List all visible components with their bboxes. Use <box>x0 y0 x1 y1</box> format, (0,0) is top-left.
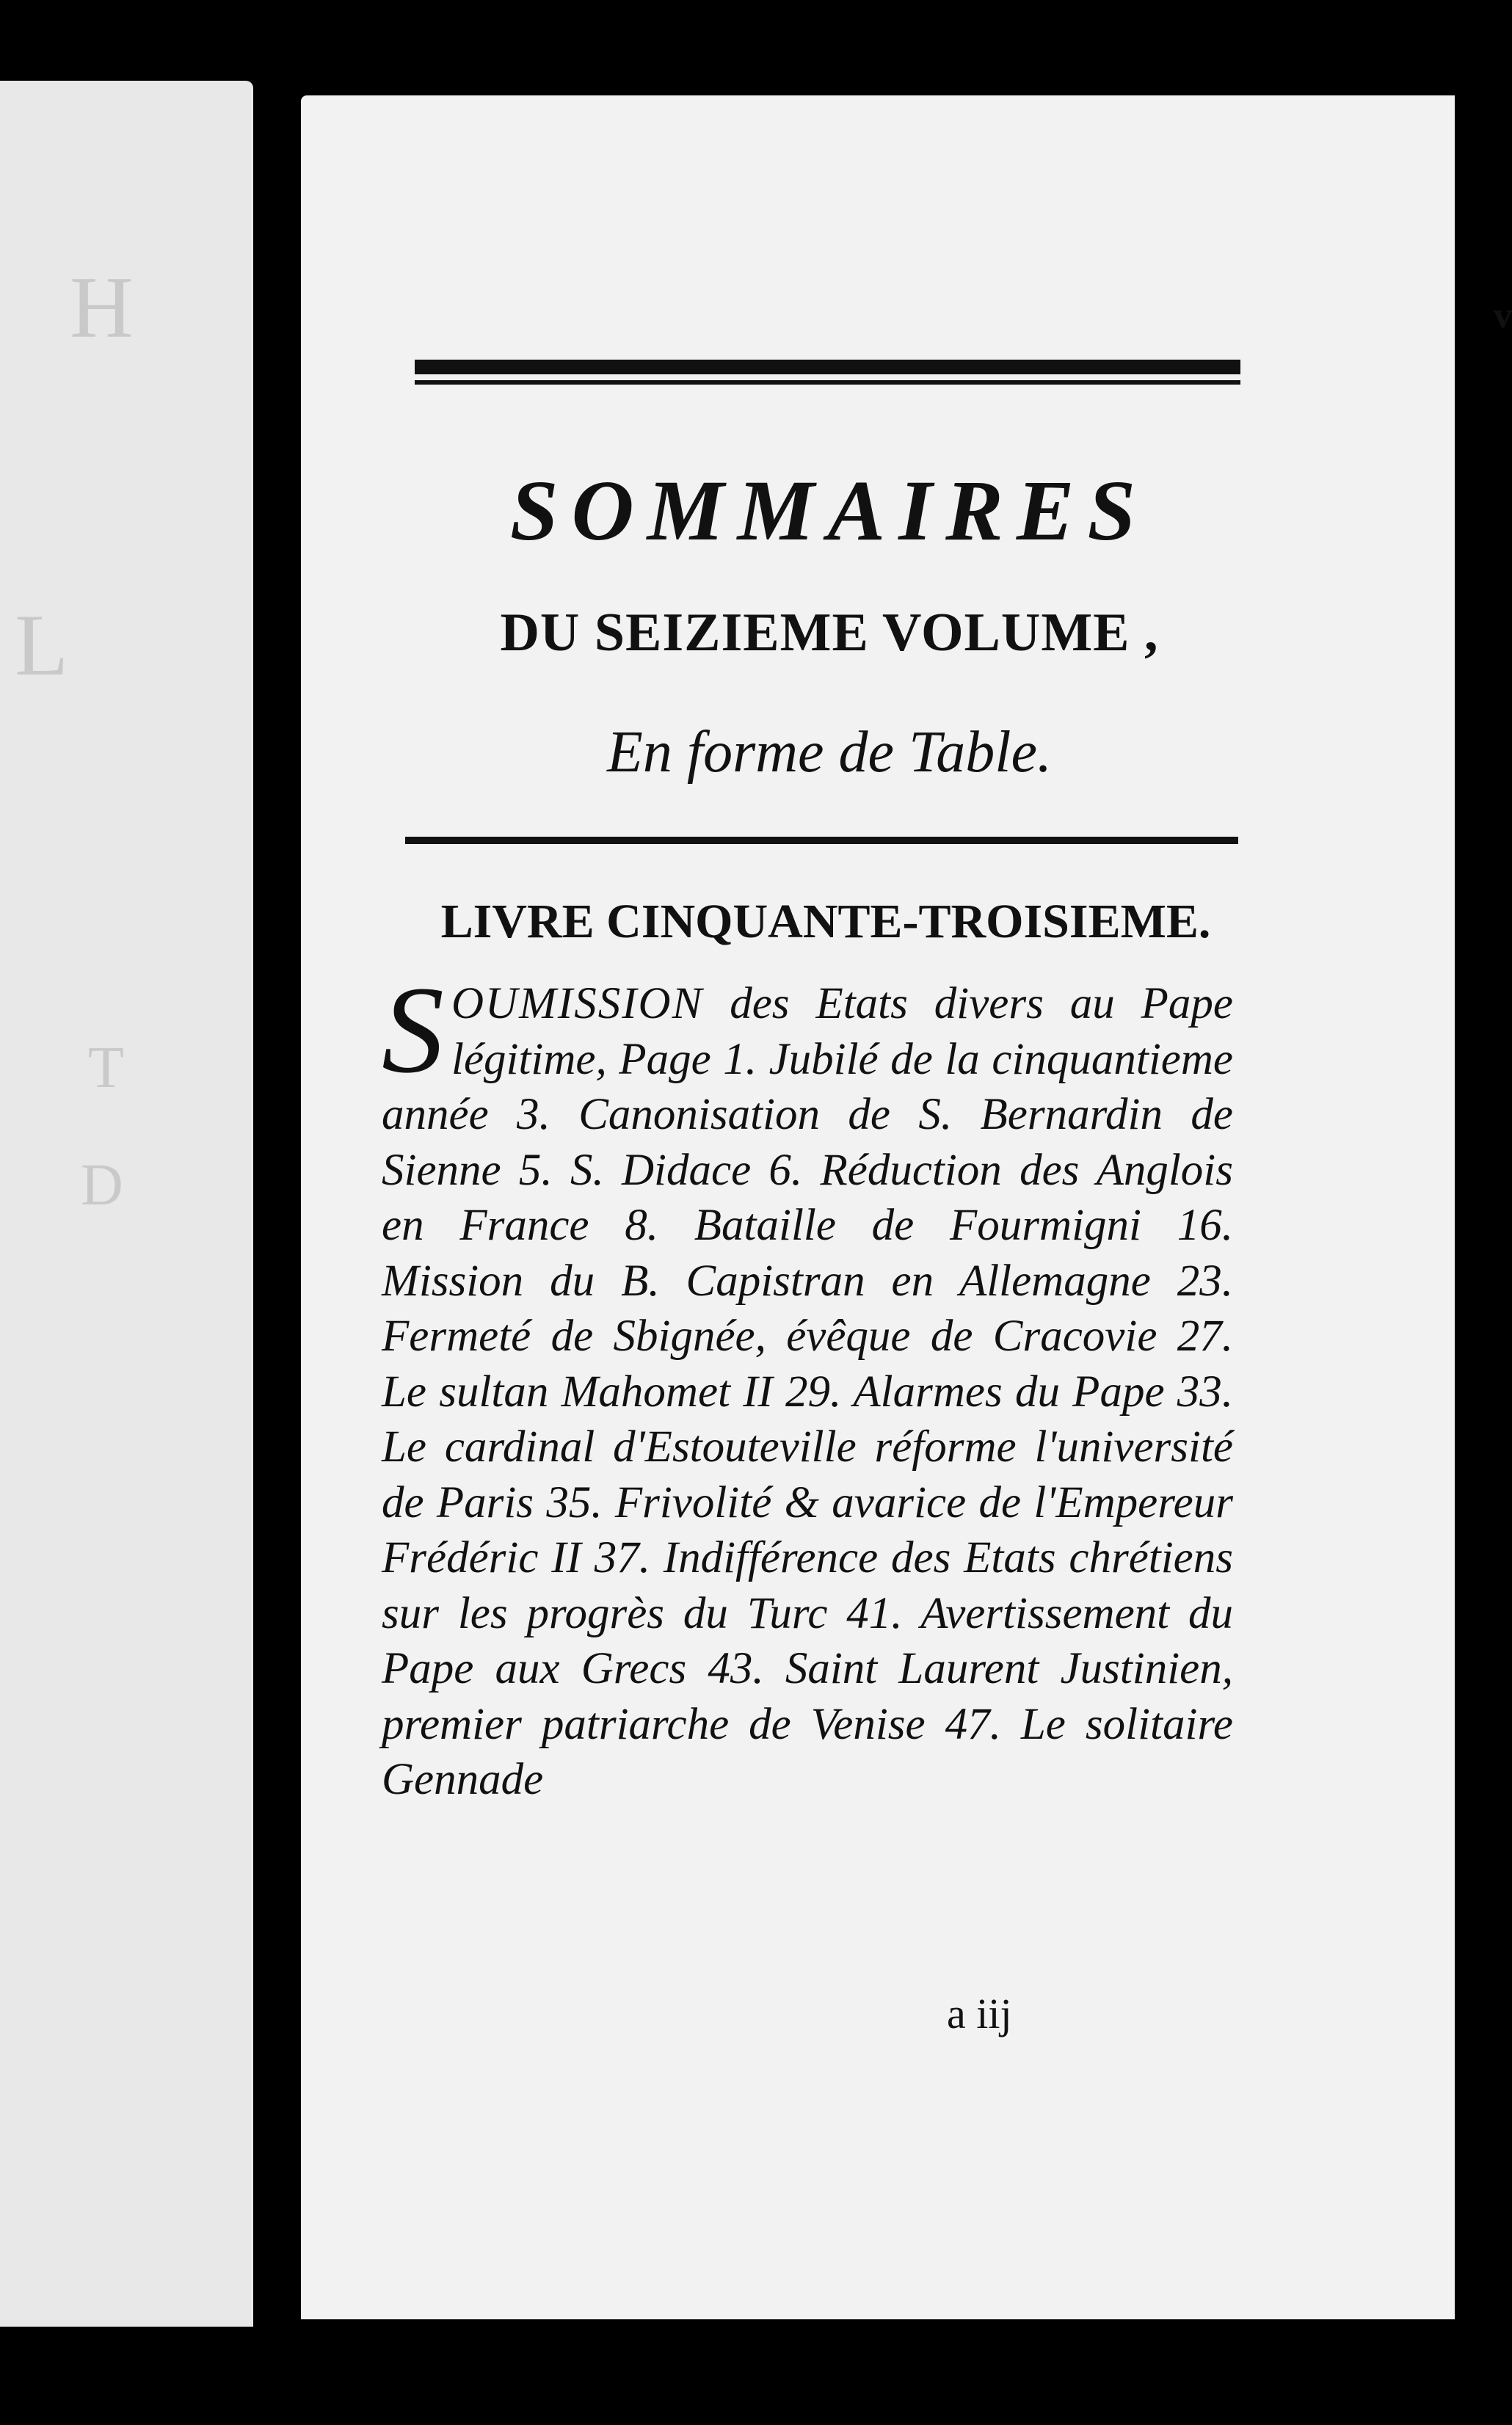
bleed-through-letter: L <box>15 596 69 694</box>
page-title: SOMMAIRES <box>509 462 1149 559</box>
book-page <box>301 95 1512 2319</box>
section-rule <box>405 837 1238 844</box>
bleed-through-letter: T <box>88 1036 124 1100</box>
book-heading: LIVRE CINQUANTE-TROISIEME. <box>440 895 1211 948</box>
drop-cap: S <box>382 961 444 1099</box>
signature-mark: a iij <box>947 1990 1012 2037</box>
page-subtitle: DU SEIZIEME VOLUME , <box>500 603 1159 663</box>
summary-body: des Etats divers au Pape légitime, Page 1. Jubilé de la cinquantieme année 3. Canonisation de S. Bernardin de Sienne 5. S. Didace 6. Réduction des Anglois en France 8. Bataille de Fourmigni 16. Mission du B. Capistran en Allemagne 23. Fermeté de Sbignée, évêque de Cracovie 27. Le sultan Mahomet II 29. Alarmes du Pape 33. Le cardinal d'Estouteville réforme l'université de Paris 35. Frivolité & avarice de l'Empereur Frédéric II 37. Indifférence des Etats chrétiens sur les progrès du Turc 41. Avertissement du Pape aux Grecs 43. Saint Laurent Justinien, premier patriarche de Venise 47. Le solitaire Gennade <box>382 979 1233 1804</box>
facing-page <box>0 81 253 2327</box>
bleed-through-letter: H <box>70 258 134 356</box>
lead-word: OUMISSION <box>451 979 704 1028</box>
summary-text <box>382 961 1233 1808</box>
page-number: v <box>1494 294 1512 335</box>
bleed-through-letter: D <box>81 1153 123 1218</box>
page-tagline: En forme de Table. <box>607 720 1052 785</box>
header-rule <box>415 360 1240 385</box>
